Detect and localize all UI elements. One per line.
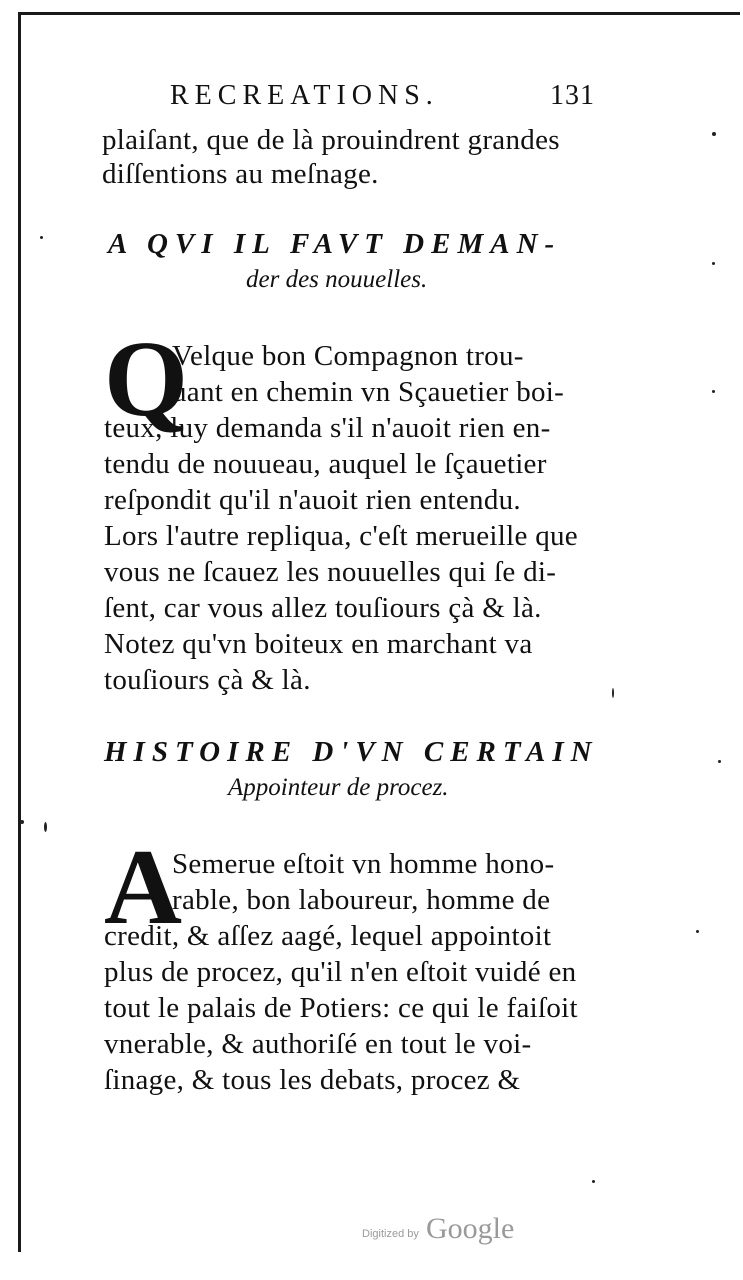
section2-heading: HISTOIRE D'VN CERTAIN xyxy=(104,736,599,768)
scan-speck xyxy=(712,390,715,393)
section2-line: plus de procez, qu'il n'en eſtoit vuidé en xyxy=(104,956,577,988)
section2-line: ſinage, & tous les debats, procez & xyxy=(104,1064,521,1096)
scan-speck xyxy=(712,132,716,136)
scan-speck xyxy=(712,262,715,265)
scan-speck xyxy=(40,236,43,239)
continuation-line: diſſentions au meſnage. xyxy=(102,158,379,190)
section1-line: Lors l'autre repliqua, c'eſt merueille que xyxy=(104,520,578,552)
scan-speck xyxy=(696,930,699,933)
section1-line: tendu de nouueau, auquel le ſçauetier xyxy=(104,448,547,480)
section2-dropcap: A xyxy=(104,828,182,947)
section1-line: teux, luy demanda s'il n'auoit rien en- xyxy=(104,412,551,444)
scan-speck xyxy=(44,822,47,832)
digitized-by-label: Digitized by xyxy=(362,1228,419,1240)
section2-line: vnerable, & authoriſé en tout le voi- xyxy=(104,1028,532,1060)
scan-border-left xyxy=(18,12,21,1252)
section1-subheading: der des nouuelles. xyxy=(246,266,428,293)
section1-line: Velque bon Compagnon trou- xyxy=(172,340,524,372)
scan-speck xyxy=(718,760,721,763)
scan-speck xyxy=(592,1180,595,1183)
section1-line: reſpondit qu'il n'auoit rien entendu. xyxy=(104,484,521,516)
running-head xyxy=(170,80,610,120)
section2-subheading: Appointeur de procez. xyxy=(228,774,449,801)
continuation-line: plaiſant, que de là prouindrent grandes xyxy=(102,124,560,156)
running-head-title: RECREATIONS. xyxy=(170,80,439,111)
section1-heading: A QVI IL FAVT DEMAN- xyxy=(108,228,562,260)
section1-line: vous ne ſcauez les nouuelles qui ſe di- xyxy=(104,556,557,588)
section1-line: uant en chemin vn Sçauetier boi- xyxy=(172,376,565,408)
section2-line: credit, & aſſez aagé, lequel appointoit xyxy=(104,920,552,952)
scan-speck xyxy=(20,820,24,824)
scan-border-top xyxy=(20,12,740,15)
scan-speck xyxy=(612,688,614,698)
section2-line: tout le palais de Potiers: ce qui le faiſoit xyxy=(104,992,578,1024)
page-number: 131 xyxy=(550,80,595,111)
section1-dropcap: Q xyxy=(104,320,189,439)
google-logo: Google xyxy=(426,1212,515,1245)
section1-line: touſiours çà & là. xyxy=(104,664,311,696)
digitized-by-google-watermark xyxy=(362,1212,562,1252)
section1-line: Notez qu'vn boiteux en marchant va xyxy=(104,628,533,660)
section2-line: Semerue eſtoit vn homme hono- xyxy=(172,848,555,880)
section1-line: ſent, car vous allez touſiours çà & là. xyxy=(104,592,542,624)
section2-line: rable, bon laboureur, homme de xyxy=(172,884,551,916)
